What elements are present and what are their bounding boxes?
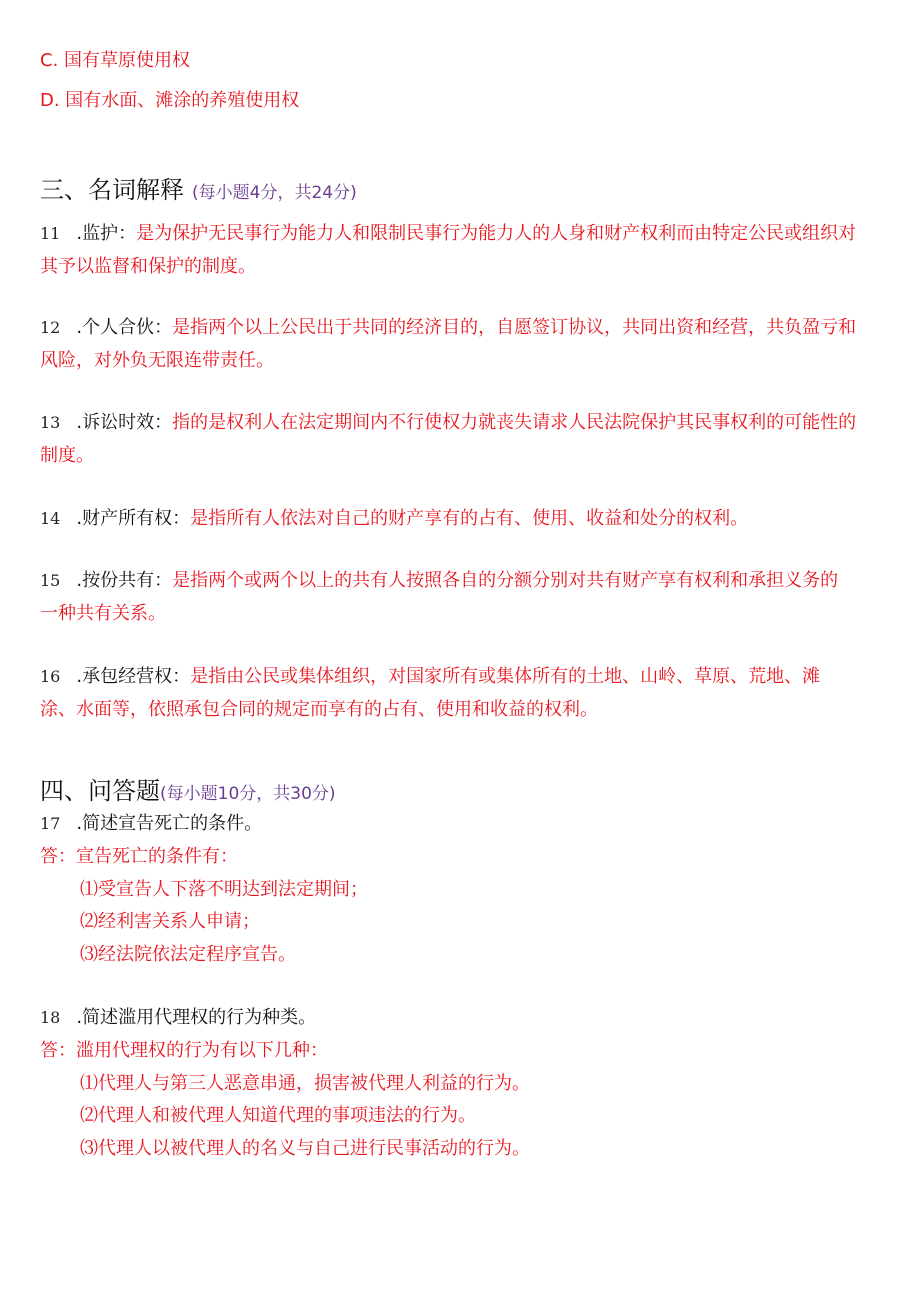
section3-header (40, 170, 357, 205)
answer-intro: 答：滥用代理权的行为有以下几种： (40, 1040, 328, 1061)
answer-point: ⑵经利害关系人申请； (80, 911, 260, 932)
question-number: 17 (40, 814, 61, 833)
answer-point: ⑴代理人与第三人恶意串通，损害被代理人利益的行为。 (80, 1073, 530, 1094)
question-number: 18 (40, 1008, 61, 1027)
item-number: 11 (40, 224, 61, 243)
item-number: 16 (40, 667, 61, 686)
question-text: .简述滥用代理权的行为种类。 (76, 1007, 317, 1028)
term-item-16 (40, 662, 820, 688)
term-item-15 (40, 566, 838, 592)
term-definition: 是指两个以上公民出于共同的经济目的，自愿签订协议，共同出资和经营，共负盈亏和 (172, 317, 857, 338)
item-number: 12 (40, 318, 61, 337)
item-number: 15 (40, 571, 61, 590)
section3-points: (每小题4分，共24分) (192, 183, 357, 203)
option-c: C. 国有草原使用权 (40, 50, 191, 71)
question-text: .简述宣告死亡的条件。 (76, 813, 263, 834)
item-number: 13 (40, 413, 61, 432)
term-definition-cont: 其予以监督和保护的制度。 (40, 256, 256, 277)
section4-heading: 四、问答题 (40, 777, 160, 805)
term-definition-cont: 涂、水面等，依照承包合同的规定而享有的占有、使用和收益的权利。 (40, 699, 598, 720)
answer-point: ⑶代理人以被代理人的名义与自己进行民事活动的行为。 (80, 1138, 530, 1159)
term-item-14 (40, 504, 748, 530)
term-definition-cont: 制度。 (40, 445, 94, 466)
term-label: .财产所有权： (76, 508, 191, 529)
term-definition: 指的是权利人在法定期间内不行使权力就丧失请求人民法院保护其民事权利的可能性的 (172, 412, 857, 433)
answer-point: ⑶经法院依法定程序宣告。 (80, 944, 296, 965)
section4-header (40, 771, 336, 806)
term-label: .承包经营权： (76, 666, 191, 687)
item-number: 14 (40, 509, 61, 528)
term-item-13 (40, 408, 856, 434)
term-definition: 是指所有人依法对自己的财产享有的占有、使用、收益和处分的权利。 (190, 508, 749, 529)
term-label: .诉讼时效： (76, 412, 173, 433)
answer-intro: 答：宣告死亡的条件有： (40, 846, 238, 867)
term-definition: 是为保护无民事行为能力人和限制民事行为能力人的人身和财产权利而由特定公民或组织对 (136, 223, 857, 244)
term-label: .按份共有： (76, 570, 173, 591)
term-definition-cont: 风险，对外负无限连带责任。 (40, 350, 274, 371)
term-definition-cont: 一种共有关系。 (40, 603, 166, 624)
question-17 (40, 809, 262, 835)
option-d: D. 国有水面、滩涂的养殖使用权 (40, 90, 300, 111)
question-18 (40, 1003, 316, 1029)
term-label: .个人合伙： (76, 317, 173, 338)
answer-point: ⑵代理人和被代理人知道代理的事项违法的行为。 (80, 1105, 476, 1126)
term-label: .监护： (76, 223, 137, 244)
answer-point: ⑴受宣告人下落不明达到法定期间； (80, 879, 368, 900)
section3-heading: 三、名词解释 (40, 176, 184, 204)
term-item-12 (40, 313, 856, 339)
term-definition: 是指两个或两个以上的共有人按照各自的分额分别对共有财产享有权利和承担义务的 (172, 570, 839, 591)
term-definition: 是指由公民或集体组织，对国家所有或集体所有的土地、山岭、草原、荒地、滩 (190, 666, 821, 687)
term-item-11 (40, 219, 856, 245)
section4-points: (每小题10分，共30分) (160, 784, 336, 804)
